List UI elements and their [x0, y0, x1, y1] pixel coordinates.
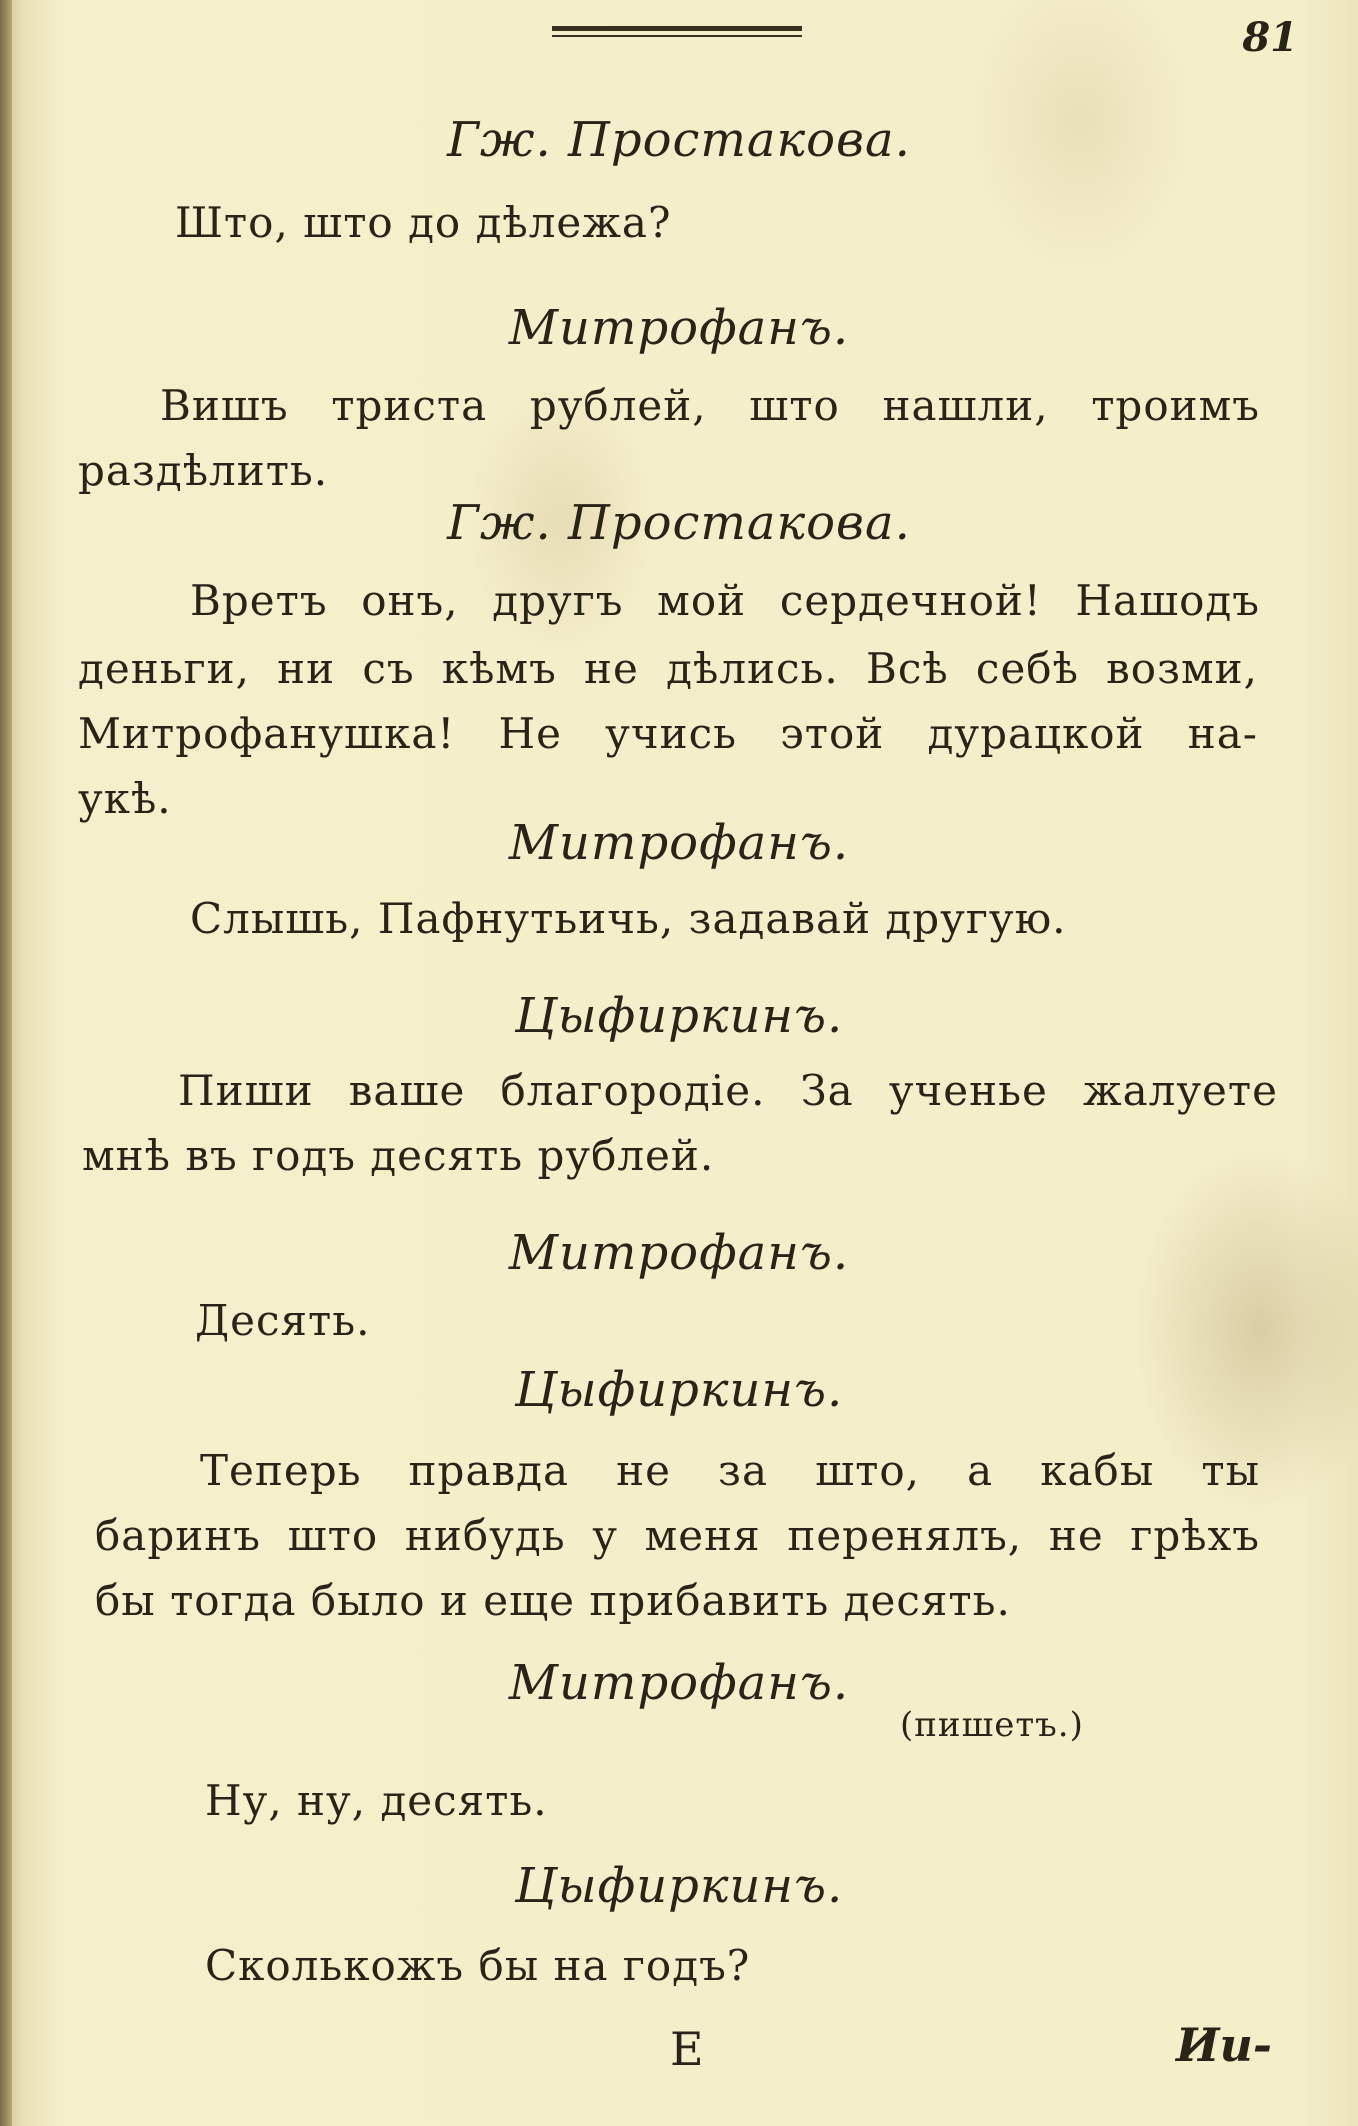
dialogue-line: Вретъ онъ, другъ мой сердечной! Нашодъ	[190, 576, 1260, 625]
speaker-name: Гж. Простакова.	[447, 112, 911, 168]
header-rule	[552, 26, 802, 42]
speaker-name: Митрофанъ.	[508, 1655, 850, 1711]
dialogue-line: мнѣ въ годъ десять рублей.	[82, 1131, 715, 1180]
catchword: Ии-	[1176, 2018, 1272, 2072]
dialogue-line: Слышь, Пафнутьичь, задавай другую.	[190, 894, 1067, 943]
speaker-name: Цыфиркинъ.	[514, 1858, 844, 1914]
dialogue-line: деньги, ни съ кѣмъ не дѣлись. Всѣ себѣ возми,	[78, 644, 1258, 693]
dialogue-line: Митрофанушка! Не учись этой дурацкой на-	[78, 709, 1258, 758]
speaker-name: Митрофанъ.	[508, 300, 850, 356]
signature-mark: Е	[670, 2022, 704, 2076]
dialogue-line: Ну, ну, десять.	[205, 1776, 548, 1825]
dialogue-line: бы тогда было и еще прибавить десять.	[95, 1576, 1011, 1625]
dialogue-line: Теперь правда не за што, а кабы ты	[200, 1446, 1260, 1495]
speaker-name: Гж. Простакова.	[447, 495, 911, 551]
speaker-name: Митрофанъ.	[508, 1225, 850, 1281]
speaker-name: Цыфиркинъ.	[514, 988, 844, 1044]
page-number: 81	[1242, 14, 1298, 61]
dialogue-line: раздѣлить.	[78, 446, 329, 495]
speaker-name: Митрофанъ.	[508, 815, 850, 871]
dialogue-line: Што, што до дѣлежа?	[175, 198, 672, 247]
dialogue-line: баринъ што нибудь у меня перенялъ, не грѣхъ	[95, 1511, 1260, 1560]
dialogue-line: укѣ.	[78, 774, 172, 823]
stage-direction: (пишетъ.)	[900, 1705, 1084, 1745]
dialogue-line: Сколькожъ бы на годъ?	[205, 1941, 751, 1990]
speaker-name: Цыфиркинъ.	[514, 1362, 844, 1418]
dialogue-line: Десять.	[195, 1296, 371, 1345]
dialogue-line: Вишъ триста рублей, што нашли, троимъ	[160, 381, 1260, 430]
dialogue-line: Пиши ваше благородіе. За ученье жалуете	[178, 1066, 1278, 1115]
